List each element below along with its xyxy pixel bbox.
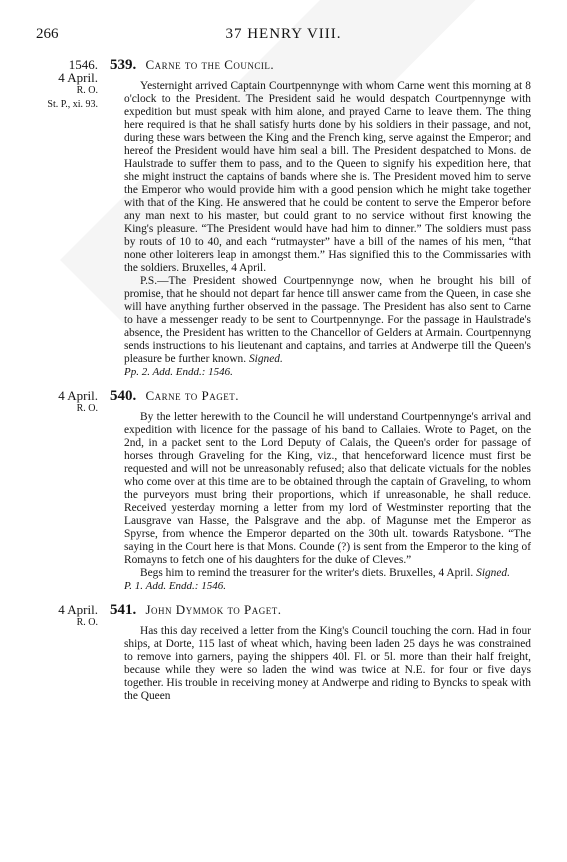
entry-heading: John Dymmok to Paget. — [145, 602, 282, 617]
entry-date: 4 April. — [58, 70, 98, 86]
calendar-entry — [36, 58, 531, 379]
entry-ref: St. P., xi. 93. — [47, 98, 98, 110]
entry-number: 541. — [110, 602, 137, 618]
entry-paragraph — [124, 567, 531, 580]
entry-year: 1546. — [68, 57, 98, 72]
entry-ref: R. O. — [76, 85, 98, 97]
entry-body — [110, 57, 531, 379]
page-header — [36, 26, 531, 48]
entry-body — [110, 388, 531, 593]
signed-note: Signed. — [476, 567, 510, 579]
entry-margin — [36, 389, 98, 415]
calendar-entry — [36, 389, 531, 593]
entry-number: 540. — [110, 388, 137, 404]
entry-ref: R. O. — [76, 403, 98, 415]
page-number: 266 — [36, 26, 59, 42]
entry-heading: Carne to the Council. — [145, 57, 275, 72]
entry-paragraph: By the letter herewith to the Council he will understand Courtpennynge's arrival and expedition with licence for the passage of his band to Callaies. Wrote to Paget, on the 2nd, in a packet sent to the Lord Deputy of Calais, the Queen's order for passage of horses through Graveling for the King, viz., that henceforward licence must first be requested and will not be unreasonably refused; also that delicate victuals for the nobles who come over at this time are to be obtained through the captain of Graveling, to whom the purveyors must bring their proportions, which if unreasonable, he shall reduce. Received yesterday morning a letter from my lord of Westminster reporting that the Lausgrave van Hasse, the Palsgrave and the abp. of Magunse met the Emperor as Spyrse, from whence the Emperor departed on the 30th ult. towards Ratysbone. “The saying in the Court here is that Mons. Counde (?) is sent from the Emperor to the king of Romayns to fetch one of his daughters for the duke of Cleves.” — [124, 411, 531, 566]
entry-paragraph: Yesternight arrived Captain Courtpennynge with whom Carne went this morning at 8 o'clock to the President. The President said he would despatch Courtpennynge with expedition but must speak with him alone, and prayed Carne to leave them. The thing here required is that he shall satisfy hurts done by his soldiers in their passage, and not, during these wars between the King and the French king, serve against the Emperor; and hereof the President would have him seal a bill. The President despatched to Mons. de Haulstrade to suffer them to pass, and to the Queen to signify his expedition here, that she might instruct the captains of bands where she is. The President moved him to serve the Emperor who would provide him with a good pension which he might take together with that of the King. He answered that he could be content to serve the Emperor before any man next to his master, but could grant to no service without first knowing the King's pleasure. “The President would have had him to dinner.” The soldiers must pass by routs of 10 to 40, and each “rutmayster” have a bill of the names of his men, “that none other loiterers leap in amongst them.” Has signified this to the Commissaries with the soldiers. Bruxelles, 4 April. — [124, 80, 531, 274]
entry-paragraph: Has this day received a letter from the King's Council touching the corn. Had in four ships, at Dorte, 115 last of wheat which, having been laden 25 days he was constrained to remove into garners, paying the shippers 40l. Fl. or 5l. more than their half freight, because while they were so laden the wind was twice at N.E. for four or five days together. His trouble in receiving money at Andwerpe and riding to Byncks to speak with the Queen — [124, 625, 531, 702]
entry-footer: P. 1. Add. Endd.: 1546. — [124, 580, 226, 592]
entry-ref: R. O. — [76, 617, 98, 629]
entry-title — [110, 603, 531, 617]
running-title: 37 HENRY VIII. — [225, 26, 342, 42]
calendar-entry — [36, 603, 531, 703]
entry-number: 539. — [110, 57, 137, 73]
entry-paragraph-text: Begs him to remind the treasurer for the writer's diets. Bruxelles, 4 April. — [140, 567, 474, 579]
signed-note: Signed. — [248, 353, 283, 365]
entry-title — [110, 58, 531, 72]
entry-paragraph-text: P.S.—The President showed Courtpennynge now, when he brought his bill of promise, that he should not depart far hence till answer came from the Queen, in case she will have anything further observed in the passage. The President has also sent to Carne to have a messenger ready to be sent to Courtpennynge. For the passage in Haulstrade's absence, the President has written to the Chancellor of Gelders at Armain. Courtpennyng sends instructions to his lieutenant and captains, and tarries at Andwerpe till the Queen's pleasure be further known. — [124, 275, 531, 365]
page-content — [36, 58, 531, 713]
entry-title — [110, 389, 531, 403]
entry-margin — [36, 58, 98, 111]
entry-paragraph — [124, 275, 531, 366]
entry-date: 4 April. — [58, 388, 98, 403]
entry-margin — [36, 603, 98, 629]
entry-footer: Pp. 2. Add. Endd.: 1546. — [124, 366, 233, 378]
entry-date: 4 April. — [58, 602, 98, 617]
entry-body — [110, 602, 531, 703]
entry-heading: Carne to Paget. — [145, 388, 239, 403]
